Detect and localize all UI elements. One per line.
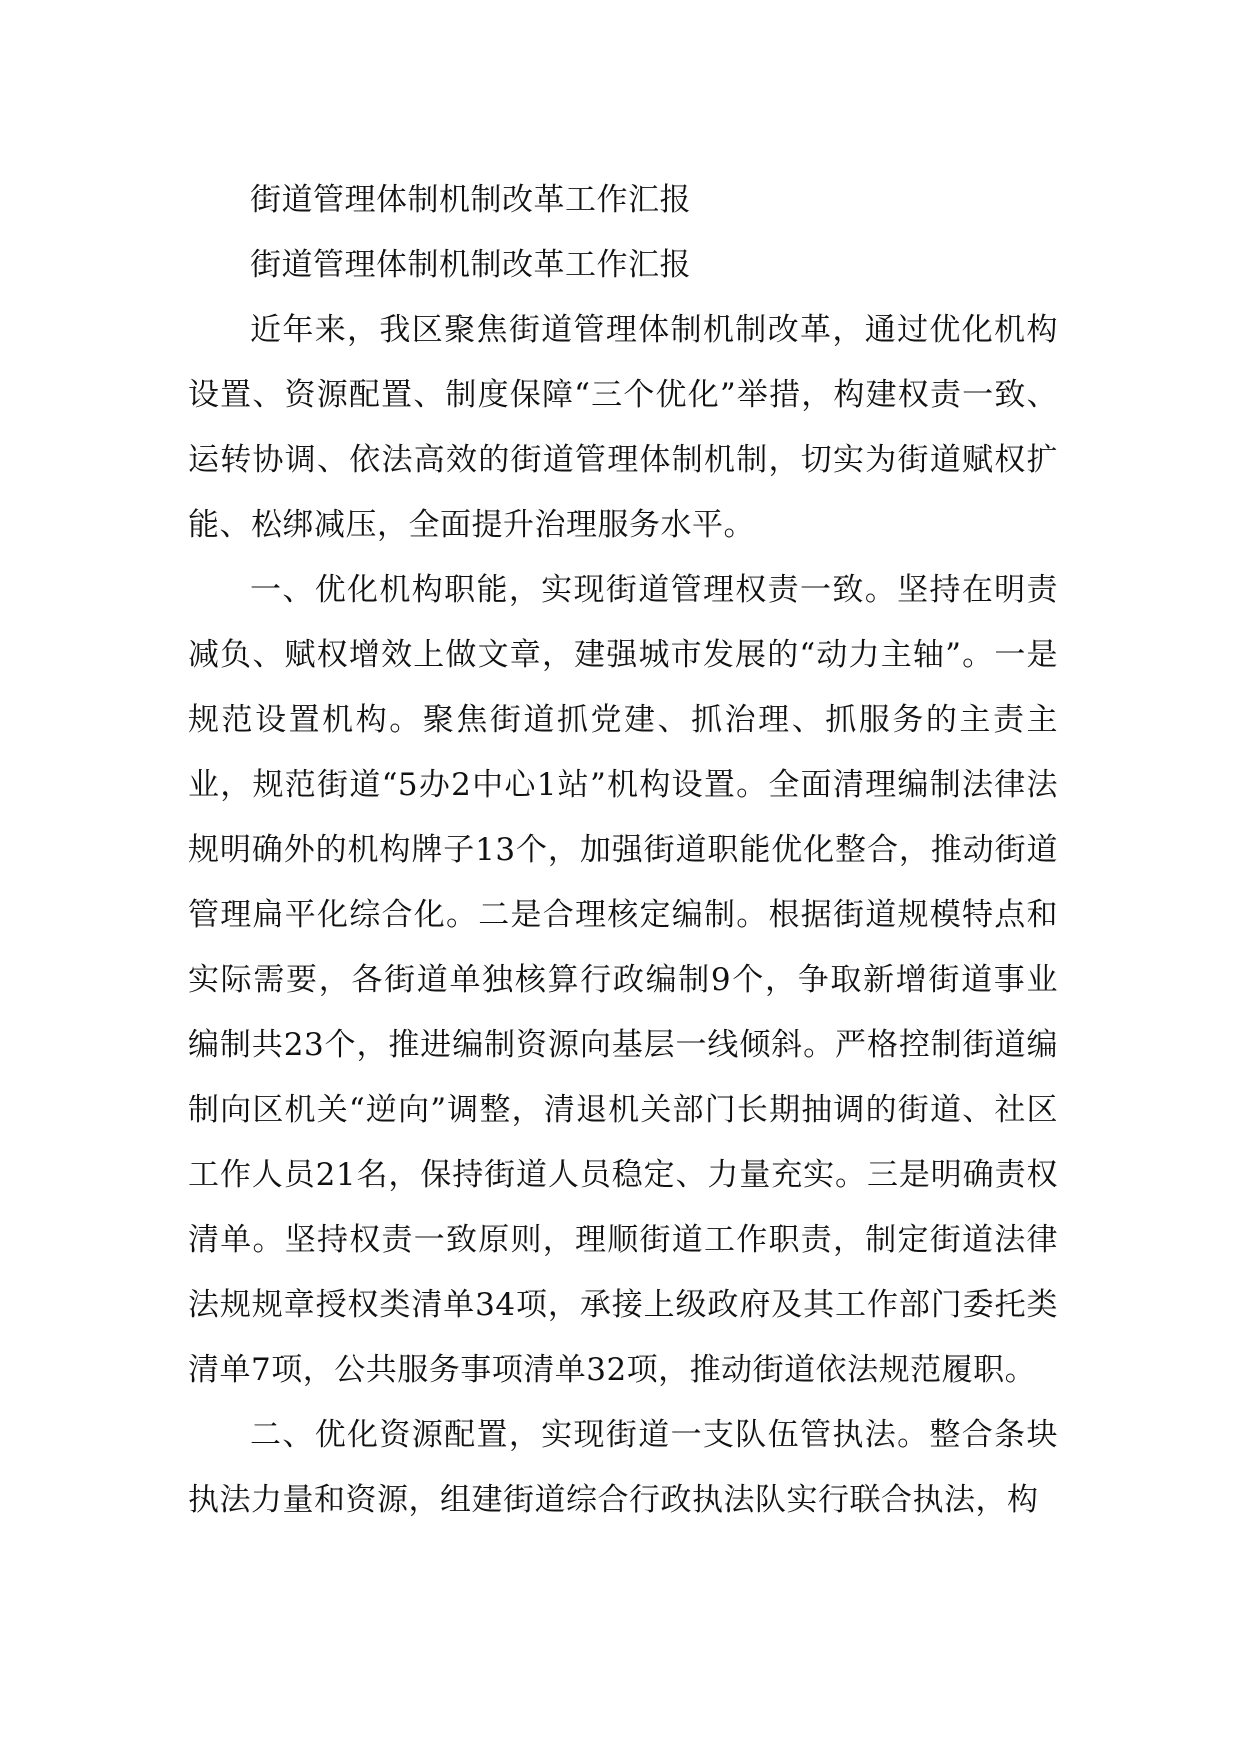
document-body <box>188 168 1058 1533</box>
paragraph-intro: 近年来，我区聚焦街道管理体制机制改革，通过优化机构设置、资源配置、制度保障“三个优化”举措，构建权责一致、运转协调、依法高效的街道管理体制机制，切实为街道赋权扩能、松绑减压，全面提升治理服务水平。 <box>188 312 1058 543</box>
paragraph-section-two: 二、优化资源配置，实现街道一支队伍管执法。整合条块执法力量和资源，组建街道综合行政执法队实行联合执法，构 <box>188 1417 1058 1518</box>
document-subtitle: 街道管理体制机制改革工作汇报 <box>250 247 691 283</box>
paragraph-section-one: 一、优化机构职能，实现街道管理权责一致。坚持在明责减负、赋权增效上做文章，建强城市发展的“动力主轴”。一是规范设置机构。聚焦街道抓党建、抓治理、抓服务的主责主业，规范街道“5办2中心1站”机构设置。全面清理编制法律法规明确外的机构牌子13个，加强街道职能优化整合，推动街道管理扁平化综合化。二是合理核定编制。根据街道规模特点和实际需要，各街道单独核算行政编制9个，争取新增街道事业编制共23个，推进编制资源向基层一线倾斜。严格控制街道编制向区机关“逆向”调整，清退机关部门长期抽调的街道、社区工作人员21名，保持街道人员稳定、力量充实。三是明确责权清单。坚持权责一致原则，理顺街道工作职责，制定街道法律法规规章授权类清单34项，承接上级政府及其工作部门委托类清单7项，公共服务事项清单32项，推动街道依法规范履职。 <box>188 572 1058 1388</box>
document-title: 街道管理体制机制改革工作汇报 <box>250 182 691 218</box>
